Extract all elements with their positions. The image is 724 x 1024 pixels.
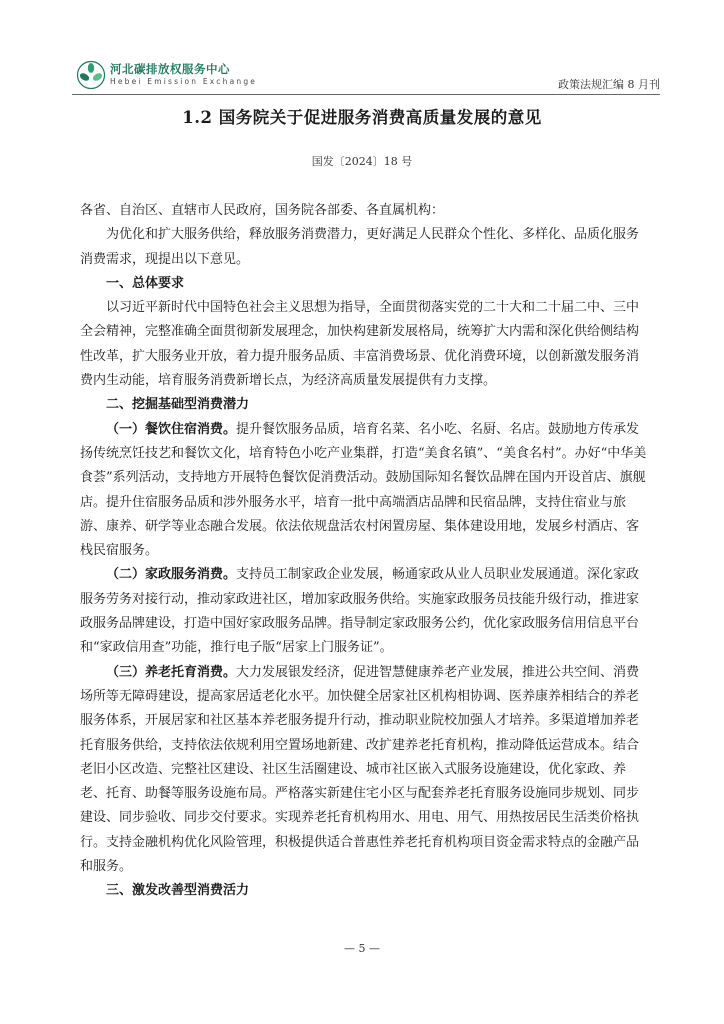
org-name: 河北碳排放权服务中心 — [110, 62, 230, 76]
subsection-heading-3: （三）养老托育消费。 — [106, 664, 237, 680]
subsection-paragraph-2 — [80, 563, 650, 660]
subsection-text-3: 大力发展银发经济，促进智慧健康养老产业发展，推进公共空间、消费场所等无障碍建设，提高家居适老化水平。加快健全居家社区机构相协调、医养康养相结合的养老服务体系，开展居家和社区基本养老服务提升行动，推动职业院校加强人才培养。多渠道增加养老托育服务供给，支持依法依规利用空置场地新建、改扩建养老托育机构，推动降低运营成本。结合老旧小区改造、完整社区建设、社区生活圈建设、城市社区嵌入式服务设施建设，优化家政、养老、托育、助餐等服务设施布局。严格落实新建住宅小区与配套养老托育服务设施同步规划、同步建设、同步验收、同步交付要求。实现养老托育机构用水、用电、用气、用热按居民生活类价格执行。支持金融机构优化风险管理，积极提供适合普惠性养老托育机构项目资金需求特点的金融产品和服务。 — [80, 664, 640, 875]
document-body — [80, 199, 650, 904]
intro-paragraph: 为优化和扩大服务供给，释放服务消费潜力，更好满足人民群众个性化、多样化、品质化服务消费需求，现提出以下意见。 — [80, 227, 640, 267]
section-heading-3: 三、激发改善型消费活力 — [106, 883, 250, 899]
subsection-heading-1: （一）餐饮住宿消费。 — [106, 421, 237, 437]
org-block — [110, 62, 257, 87]
page-header — [72, 56, 660, 96]
leaf-cluster-icon — [76, 60, 106, 90]
section-heading-2: 二、挖掘基础型消费潜力 — [106, 397, 250, 413]
issue-label: 政策法规汇编 8 月刊 — [558, 78, 660, 91]
org-name-en: Hebei Emission Exchange — [110, 77, 258, 86]
subsection-heading-2: （二）家政服务消费。 — [106, 567, 237, 583]
subsection-text-1: 提升餐饮服务品质，培育名菜、名小吃、名厨、名店。鼓励地方传承发扬传统烹饪技艺和餐饮文化，培育特色小吃产业集群，打造“美食名镇”、“美食名村”。办好“中华美食荟”系列活动，支持地方开展特色餐饮促消费活动。鼓励国际知名餐饮品牌在国内开设首店、旗舰店。提升住宿服务品质和涉外服务水平，培育一批中高端酒店品牌和民宿品牌，支持住宿业与旅游、康养、研学等业态融合发展。依法依规盘活农村闲置房屋、集体建设用地，发展乡村酒店、客栈民宿服务。 — [80, 421, 647, 559]
document-number: 国发〔2024〕18 号 — [311, 155, 413, 168]
document-title: 1.2 国务院关于促进服务消费高质量发展的意见 — [182, 108, 542, 127]
page-number: — 5 — — [344, 942, 380, 955]
section-heading-1: 一、总体要求 — [106, 275, 185, 291]
header-divider — [72, 94, 660, 95]
subsection-paragraph-3 — [80, 661, 650, 880]
salutation: 各省、自治区、直辖市人民政府，国务院各部委、各直属机构： — [80, 203, 445, 218]
subsection-text-2: 支持员工制家政企业发展，畅通家政从业人员职业发展通道。深化家政服务劳务对接行动，推动家政进社区，增加家政服务供给。实施家政服务员技能升级行动，推进家政服务品牌建设，打造中国好家政服务品牌。指导制定家政服务公约，优化家政服务信用信息平台和“家政信用查”功能，推行电子版“居家上门服务证”。 — [80, 567, 640, 656]
section-1-paragraph: 以习近平新时代中国特色社会主义思想为指导，全面贯彻落实党的二十大和二十届二中、三中全会精神，完整准确全面贯彻新发展理念，加快构建新发展格局，统筹扩大内需和深化供给侧结构性改革，扩大服务业开放，着力提升服务品质、丰富消费场景、优化消费环境，以创新激发服务消费内生动能，培育服务消费新增长点，为经济高质量发展提供有力支撑。 — [80, 300, 640, 389]
subsection-paragraph-1 — [80, 418, 650, 564]
